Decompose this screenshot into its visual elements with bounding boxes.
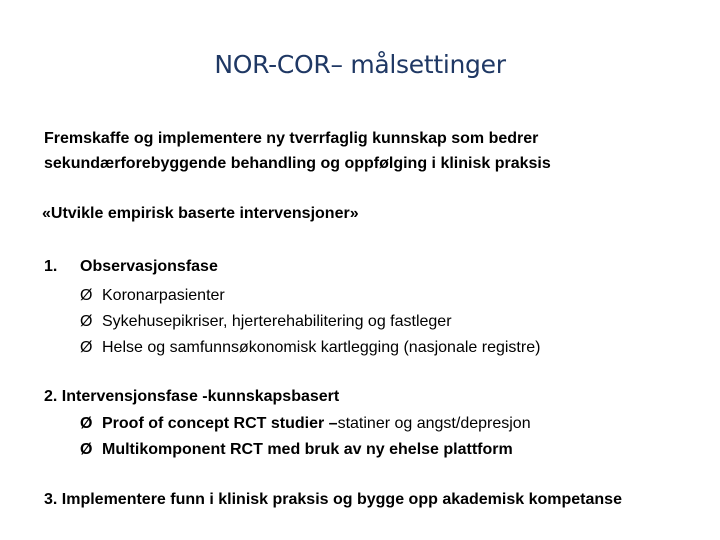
list-item: Ø Sykehusepikriser, hjerterehabilitering og fastleger [80, 309, 540, 335]
section-1-heading: Observasjonsfase [80, 258, 218, 275]
arrow-bullet-icon: Ø [80, 339, 93, 356]
section-3-heading: 3. Implementere funn i klinisk praksis og bygge opp akademisk kompetanse [44, 491, 622, 508]
arrow-bullet-icon: Ø [80, 287, 93, 304]
section-1-number: 1. [44, 258, 58, 275]
arrow-bullet-icon: Ø [80, 441, 93, 458]
subtitle: «Utvikle empirisk baserte intervensjoner» [42, 205, 359, 222]
intro-line-2: sekundærforebyggende behandling og oppfølging i klinisk praksis [44, 155, 551, 172]
section-2-list [80, 411, 531, 463]
list-item: Ø Koronarpasienter [80, 283, 540, 309]
page-title: NOR-COR– målsettinger [214, 50, 506, 79]
intro-text [44, 126, 704, 176]
list-item: Ø Proof of concept RCT studier –statiner og angst/depresjon [80, 411, 531, 437]
section-2-heading: 2. Intervensjonsfase -kunnskapsbasert [44, 388, 340, 405]
arrow-bullet-icon: Ø [80, 313, 93, 330]
arrow-bullet-icon: Ø [80, 415, 93, 432]
intro-line-1: Fremskaffe og implementere ny tverrfaglig kunnskap som bedrer [44, 130, 539, 147]
list-item: Ø Multikomponent RCT med bruk av ny ehelse plattform [80, 437, 531, 463]
section-1-list [80, 283, 540, 361]
list-item: Ø Helse og samfunnsøkonomisk kartlegging (nasjonale registre) [80, 335, 540, 361]
